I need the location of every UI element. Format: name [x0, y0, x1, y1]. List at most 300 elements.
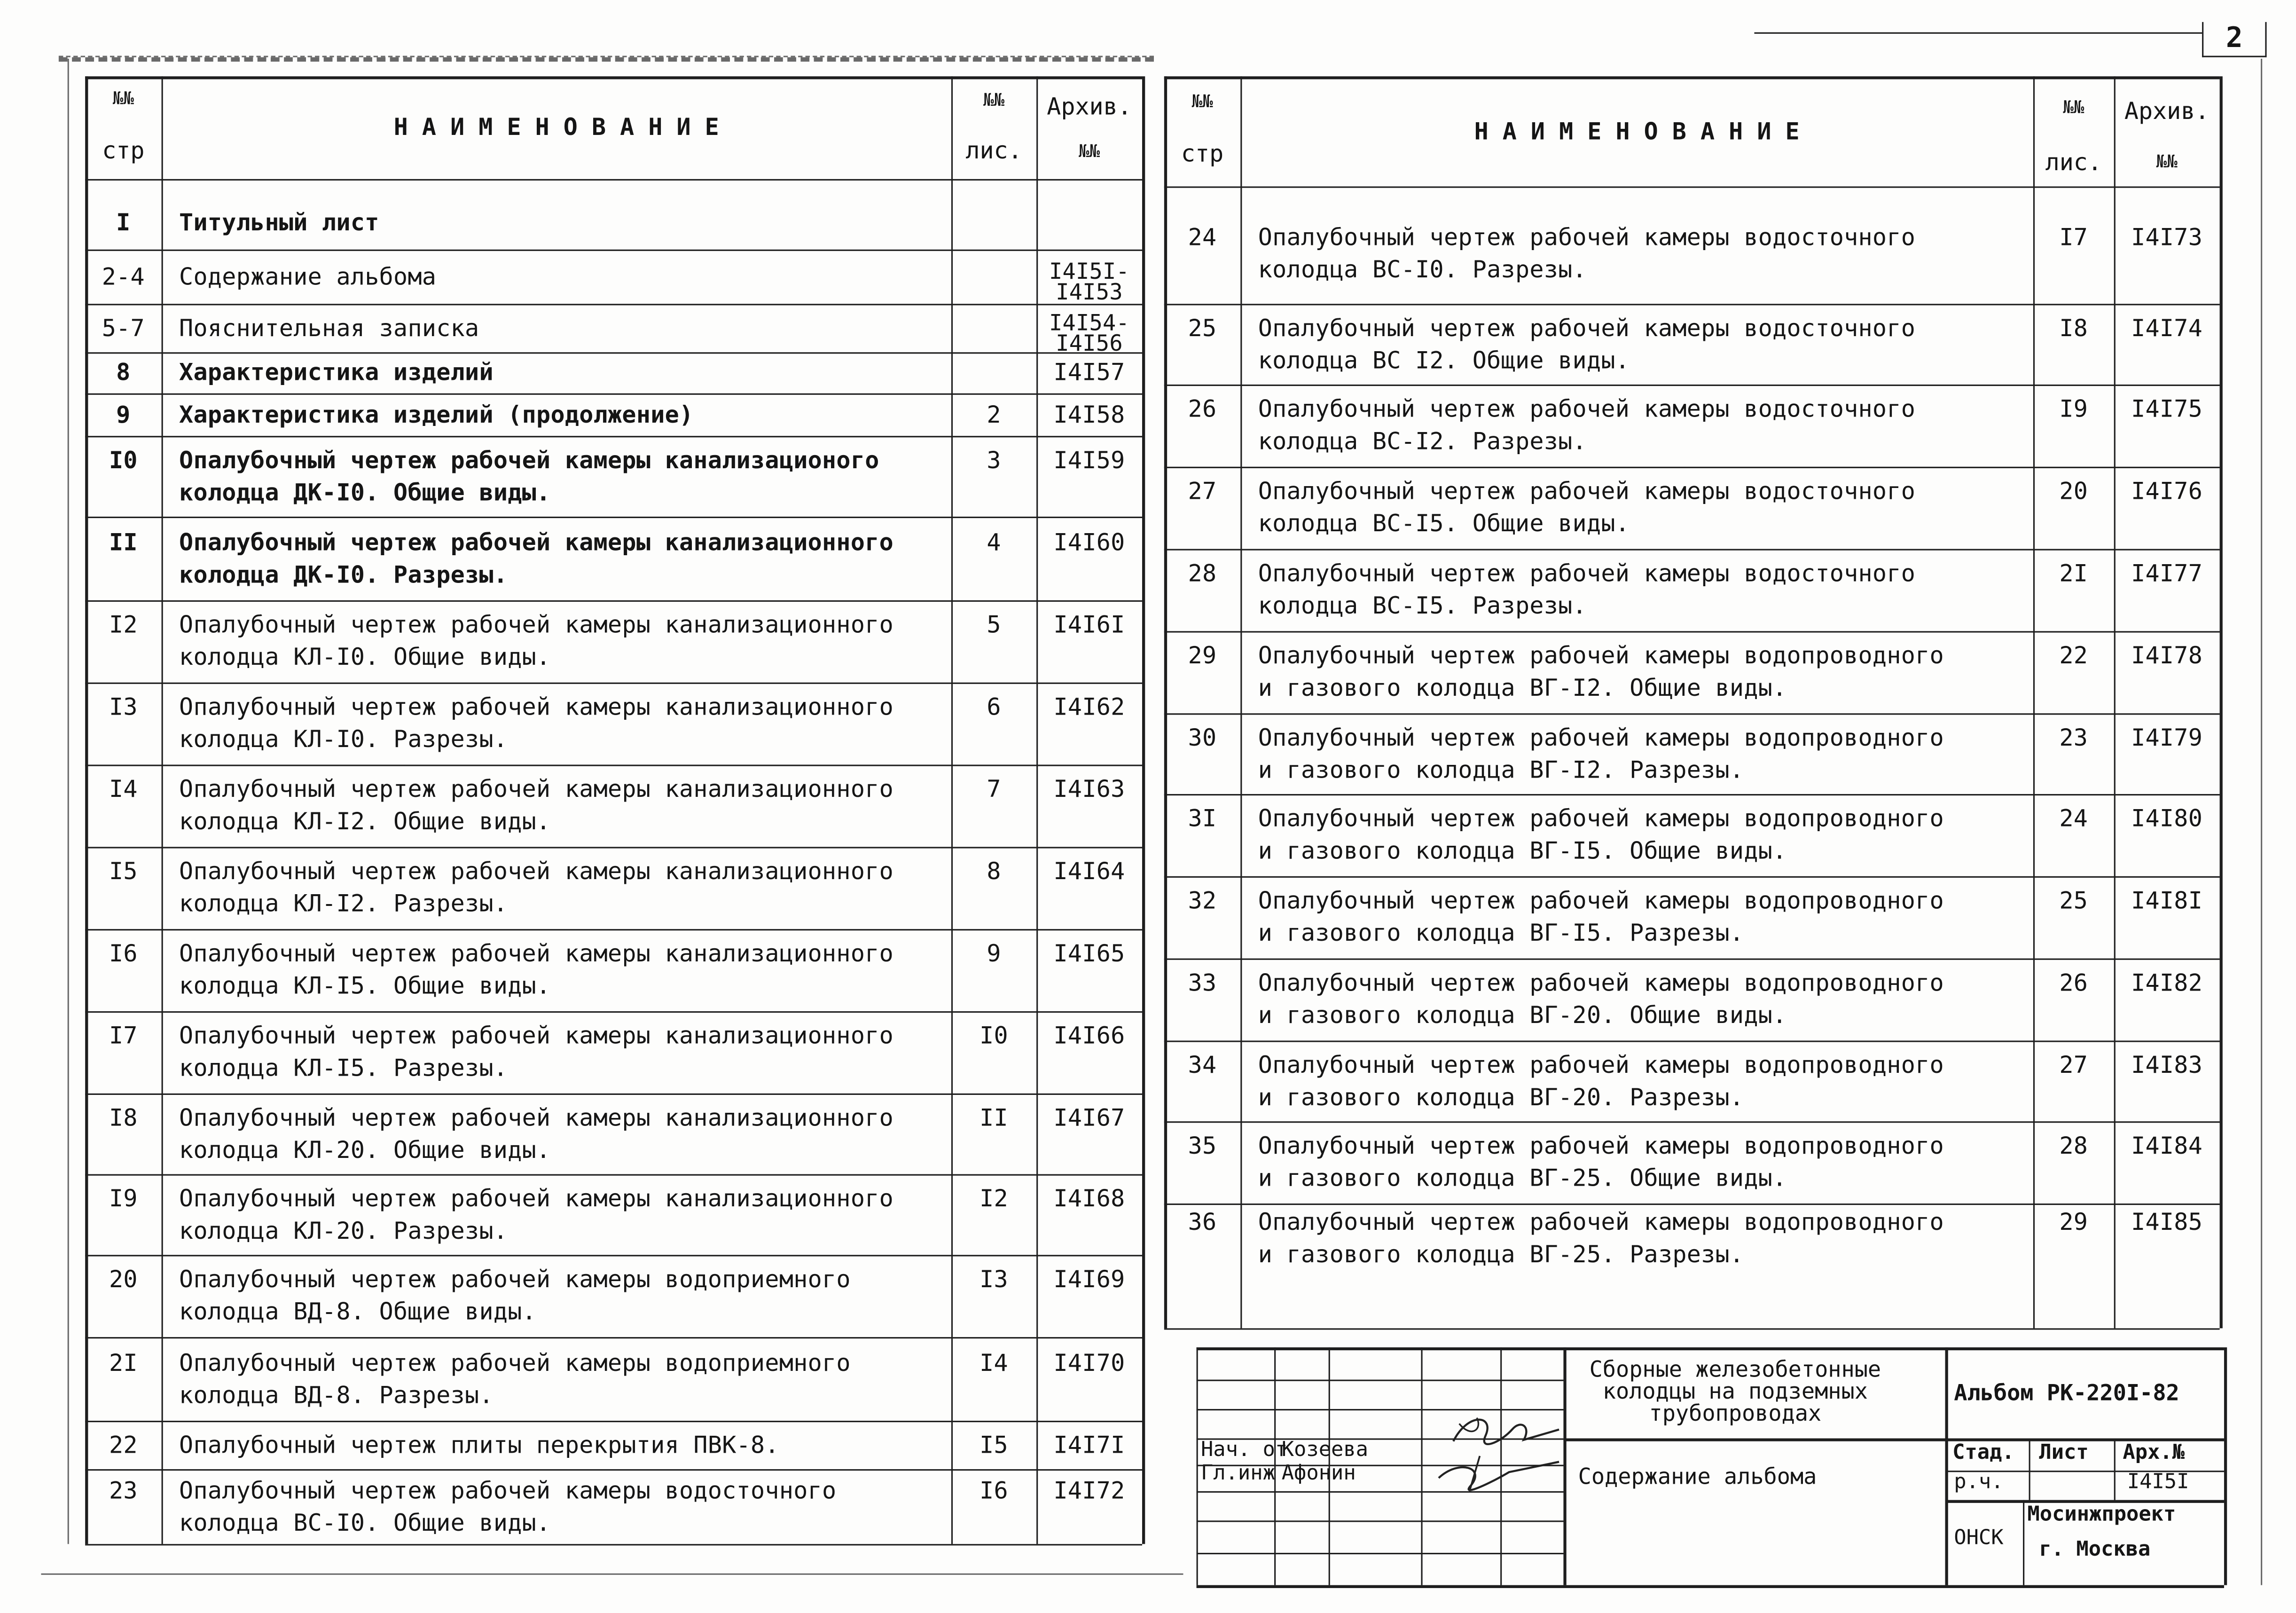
sheet-number-text: 2 [987, 400, 1001, 428]
rule-line [1563, 1438, 2224, 1441]
page-number-cell [85, 436, 161, 517]
archive-number-text: I4I62 [1053, 692, 1125, 721]
page-number-text: I6 [109, 939, 138, 968]
sheet-number-text: 29 [2059, 1208, 2088, 1236]
rule-line [1197, 1438, 1564, 1440]
rule-line [1500, 1347, 1502, 1585]
item-name-text: Опалубочный чертеж рабочей камеры водопроводного [1258, 804, 1944, 833]
sheet-number-text: I7 [2059, 223, 2088, 251]
rule-line [2023, 1500, 2024, 1585]
rule-line [1197, 1520, 1564, 1522]
table-row [1164, 959, 2220, 1041]
item-name-text: колодца КЛ-20. Общие виды. [179, 1135, 551, 1164]
archive-label: Арх.№ [2123, 1441, 2185, 1465]
archive-number-text: I4I69 [1053, 1265, 1125, 1293]
page-number-cell [1164, 186, 1240, 304]
archive-number-text: I4I6I [1053, 610, 1125, 639]
sheet-number-cell [2033, 385, 2114, 467]
table-row [85, 352, 1142, 393]
page-number-cell [1164, 713, 1240, 794]
page-number-text: 5-7 [102, 313, 145, 341]
table-row [85, 179, 1142, 250]
sheet-number-cell [951, 1011, 1036, 1094]
item-name-text: колодца КЛ-I2. Разрезы. [179, 889, 508, 918]
page-number-cell [85, 1469, 161, 1544]
rule-line [1197, 1491, 1564, 1493]
item-name-cell [162, 1469, 951, 1544]
item-name-cell [1240, 631, 2033, 713]
item-name-text: Опалубочный чертеж рабочей камеры водопроводного [1258, 641, 1944, 669]
archive-number-cell [1036, 436, 1142, 517]
archive-number-text: I4I73 [2131, 223, 2203, 251]
page-number-text: 28 [1188, 559, 1217, 587]
item-name-text: Опалубочный чертеж рабочей камеры водопроводного [1258, 968, 1944, 997]
page-number-cell [85, 1255, 161, 1337]
item-name-text: колодца ВС-I5. Общие виды. [1258, 509, 1630, 537]
archive-number-text: I4I83 [2131, 1050, 2203, 1078]
archive-number-cell [2114, 1121, 2220, 1204]
item-name-text: Опалубочный чертеж рабочей камеры канализационного [179, 527, 894, 556]
table-row [85, 1174, 1142, 1255]
rule-line [1197, 1553, 1564, 1554]
archive-number-cell [1036, 393, 1142, 436]
rule-line [2220, 76, 2223, 1328]
page-number-text: 2I [109, 1348, 138, 1376]
sheet-number-cell [951, 847, 1036, 929]
table-row [85, 847, 1142, 929]
archive-number-text: I4I80 [2131, 804, 2203, 833]
organization-name: Мосинжпроект [2027, 1503, 2176, 1526]
page-number-cell [85, 179, 161, 250]
archive-number-cell [1036, 1094, 1142, 1174]
archive-number-cell [1036, 517, 1142, 600]
sheet-number-text: 2I [2059, 559, 2088, 587]
sheet-number-cell [951, 765, 1036, 847]
sheet-number-text: 20 [2059, 477, 2088, 505]
sheet-title: Содержание альбома [1578, 1463, 1817, 1490]
page-number-text: 23 [109, 1476, 138, 1504]
rule-line [1274, 1347, 1276, 1585]
sheet-number-cell [951, 1469, 1036, 1544]
item-name-text: и газового колодца ВГ-I2. Общие виды. [1258, 673, 1787, 702]
sheet-label: Лист [2039, 1441, 2089, 1465]
page-number-text: I3 [109, 692, 138, 721]
table-row [1164, 1121, 2220, 1204]
archive-number-text: I4I64 [1053, 857, 1125, 885]
archive-number-cell [1036, 1011, 1142, 1094]
sheet-number-cell [2033, 186, 2114, 304]
rule-line [2029, 1438, 2030, 1500]
archive-number-text: I4I54- [1049, 309, 1130, 336]
sheet-number-text: 7 [987, 775, 1001, 803]
rule-line [1197, 1409, 1564, 1410]
page-number-text: 29 [1188, 641, 1217, 669]
sheet-number-text: 4 [987, 527, 1001, 556]
page-number-text: I2 [109, 610, 138, 639]
rule-line [2224, 1347, 2227, 1585]
archive-number-cell [2114, 467, 2220, 549]
item-name-cell [162, 436, 951, 517]
frame-left-line [68, 59, 69, 1544]
header-archive-label: Архив. [1047, 92, 1132, 120]
header-page-no: №№ [112, 88, 134, 109]
page-number-text: 26 [1188, 394, 1217, 423]
header-sheet-no: №№ [983, 89, 1005, 110]
sheet-number-text: I8 [2059, 313, 2088, 341]
item-name-cell [1240, 385, 2033, 467]
archive-number-text: I4I70 [1053, 1348, 1125, 1376]
item-name-text: Опалубочный чертеж рабочей камеры водосточного [179, 1476, 837, 1504]
rule-line [1945, 1471, 2224, 1472]
sheet-number-cell [2033, 1040, 2114, 1121]
sheet-number-text: 25 [2059, 886, 2088, 914]
sheet-number-cell [2033, 1204, 2114, 1328]
organization-city: г. Москва [2039, 1538, 2151, 1562]
sheet-number-cell [951, 304, 1036, 352]
page-number-cell [1164, 467, 1240, 549]
table-row [1164, 304, 2220, 385]
rule-line [1164, 1328, 2220, 1330]
page-number-cell [85, 517, 161, 600]
sheet-number-cell [951, 600, 1036, 683]
item-name-cell [162, 352, 951, 393]
page-number-text: 24 [1188, 223, 1217, 251]
archive-number: I4I5I [2127, 1471, 2189, 1495]
archive-number-cell [2114, 713, 2220, 794]
item-name-cell [1240, 304, 2033, 385]
archive-number-text: I4I77 [2131, 559, 2203, 587]
rule-line [1421, 1347, 1422, 1585]
page-number-cell [85, 304, 161, 352]
table-row [85, 517, 1142, 600]
rule-line [2114, 1438, 2116, 1500]
item-name-text: Опалубочный чертеж рабочей камеры водосточного [1258, 477, 1916, 505]
header-archive-label: Архив. [2124, 97, 2210, 125]
sheet-number-text: 9 [987, 939, 1001, 968]
stage-value: р.ч. [1954, 1471, 2004, 1495]
page-number-cell [85, 600, 161, 683]
signature-role-1: Нач. от [1200, 1438, 1288, 1462]
header-page-no: №№ [1191, 91, 1213, 112]
sheet-number-cell [951, 250, 1036, 304]
item-name-text: Опалубочный чертеж рабочей камеры канализационного [179, 1021, 894, 1050]
item-name-text: колодца ДК-I0. Разрезы. [179, 560, 508, 588]
item-name-text: и газового колодца ВГ-I5. Общие виды. [1258, 836, 1787, 865]
item-name-text: колодца ВД-8. Общие виды. [179, 1297, 537, 1326]
archive-number-cell [1036, 352, 1142, 393]
item-name-cell [162, 517, 951, 600]
item-name-text: и газового колодца ВГ-I2. Разрезы. [1258, 755, 1744, 783]
item-name-text: и газового колодца ВГ-I5. Разрезы. [1258, 919, 1744, 947]
table-row [85, 1011, 1142, 1094]
item-name-cell [162, 393, 951, 436]
sheet-number-text: 27 [2059, 1050, 2088, 1078]
page-number-cell [85, 1094, 161, 1174]
archive-number-text: I4I5I- [1049, 257, 1130, 284]
item-name-cell [162, 765, 951, 847]
table-row [1164, 876, 2220, 959]
archive-number-cell [2114, 186, 2220, 304]
table-row [85, 600, 1142, 683]
item-name-text: Опалубочный чертеж рабочей камеры водосточного [1258, 559, 1916, 587]
sheet-number-text: I9 [2059, 394, 2088, 423]
header-sheet-label: лис. [965, 136, 1022, 165]
stage-label: Стад. [1952, 1441, 2014, 1465]
sheet-number-cell [951, 436, 1036, 517]
item-name-text: колодца ВС-I0. Разрезы. [1258, 255, 1587, 283]
page-number: 2 [2202, 22, 2266, 57]
archive-number-text: I4I74 [2131, 313, 2203, 341]
sheet-number-cell [2033, 1121, 2114, 1204]
page-number-text: 35 [1188, 1132, 1217, 1160]
item-name-cell [1240, 549, 2033, 631]
sheet-number-cell [951, 1255, 1036, 1337]
rule-line [1945, 1500, 2224, 1503]
header-archive-no: №№ [2156, 151, 2178, 172]
page-number-cell [85, 847, 161, 929]
archive-number-text: I4I67 [1053, 1103, 1125, 1131]
page-number-text: 25 [1188, 313, 1217, 341]
sheet-number-cell [2033, 467, 2114, 549]
table-row [85, 683, 1142, 765]
page-number-cell [85, 352, 161, 393]
page-number-cell [85, 1337, 161, 1421]
archive-number-cell [2114, 876, 2220, 959]
page-number-cell [1164, 631, 1240, 713]
sheet-number-cell [951, 929, 1036, 1011]
signature-mark-4 [1470, 1456, 1480, 1491]
table-row [1164, 713, 2220, 794]
page-number-cell [1164, 1040, 1240, 1121]
archive-number-text: I4I75 [2131, 394, 2203, 423]
item-name-text: Опалубочный чертеж рабочей камеры водопроводного [1258, 886, 1944, 914]
frame-top-right-line [1754, 32, 2202, 34]
page-number-text: 34 [1188, 1050, 1217, 1078]
sheet-number-text: 22 [2059, 641, 2088, 669]
sheet-number-cell [951, 1337, 1036, 1421]
archive-number-cell [1036, 250, 1142, 304]
item-name-text: колодца КЛ-20. Разрезы. [179, 1216, 508, 1244]
item-name-text: Опалубочный чертеж рабочей камеры водосточного [1258, 313, 1916, 341]
project-title-line: колодцы на подземных [1602, 1378, 1868, 1405]
item-name-cell [1240, 713, 2033, 794]
header-name: Н А И М Е Н О В А Н И Е [393, 113, 719, 141]
archive-number-text: I4I60 [1053, 527, 1125, 556]
archive-number-cell [2114, 549, 2220, 631]
header-name: Н А И М Е Н О В А Н И Е [1474, 117, 1800, 146]
page-number-text: 20 [109, 1265, 138, 1293]
table-row [85, 1337, 1142, 1421]
archive-number-text: I4I7I [1053, 1430, 1125, 1458]
item-name-text: Опалубочный чертеж рабочей камеры водосточного [1258, 223, 1916, 251]
archive-number-cell [1036, 1469, 1142, 1544]
page-number-cell [85, 393, 161, 436]
table-row [85, 304, 1142, 356]
sheet-number-cell [2033, 631, 2114, 713]
item-name-text: Опалубочный чертеж рабочей камеры канализационного [179, 610, 894, 639]
item-name-cell [162, 1421, 951, 1469]
page-number-text: I5 [109, 857, 138, 885]
project-title-line: трубопроводах [1649, 1400, 1822, 1427]
item-name-text: Опалубочный чертеж плиты перекрытия ПВК-8. [179, 1430, 779, 1458]
sheet-number-text: I3 [980, 1265, 1008, 1293]
item-name-cell [1240, 959, 2033, 1041]
archive-number-text: I4I59 [1053, 445, 1125, 473]
item-name-text: колодца КЛ-I5. Разрезы. [179, 1054, 508, 1082]
archive-number-text: I4I85 [2131, 1208, 2203, 1236]
table-row [85, 765, 1142, 847]
rule-line [1197, 1347, 1198, 1585]
item-name-text: Характеристика изделий (продолжение) [179, 400, 694, 428]
archive-number-cell [2114, 1040, 2220, 1121]
page-number-cell [1164, 304, 1240, 385]
header-archive-no: №№ [1078, 141, 1100, 162]
header-sheet-no: №№ [2063, 97, 2084, 118]
sheet-number-cell [951, 393, 1036, 436]
rule-line [1142, 76, 1145, 1544]
sheet-number-cell [2033, 713, 2114, 794]
archive-number-cell [1036, 1421, 1142, 1469]
item-name-text: Опалубочный чертеж рабочей камеры водопроводного [1258, 1208, 1944, 1236]
table-row [1164, 1204, 2220, 1328]
item-name-cell [1240, 876, 2033, 959]
archive-number-cell [2114, 304, 2220, 385]
item-name-cell [162, 1337, 951, 1421]
archive-number-cell [1036, 1174, 1142, 1255]
item-name-cell [162, 1255, 951, 1337]
page-number-cell [1164, 794, 1240, 876]
sheet-number-text: I4 [980, 1348, 1008, 1376]
page-number-cell [85, 765, 161, 847]
item-name-text: и газового колодца ВГ-20. Разрезы. [1258, 1082, 1744, 1110]
page-number-text: 27 [1188, 477, 1217, 505]
archive-number-text: I4I82 [2131, 968, 2203, 997]
table-row [85, 1094, 1142, 1174]
item-name-text: колодца КЛ-I0. Разрезы. [179, 725, 508, 753]
archive-number-cell [2114, 631, 2220, 713]
table-row [85, 1421, 1142, 1469]
table-row [1164, 631, 2220, 713]
archive-number-cell [2114, 1204, 2220, 1328]
sheet-number-text: 26 [2059, 968, 2088, 997]
page-number-text: I4 [109, 775, 138, 803]
archive-number-text: I4I72 [1053, 1476, 1125, 1504]
sheet-number-cell [2033, 876, 2114, 959]
item-name-text: Опалубочный чертеж рабочей камеры водоприемного [179, 1348, 851, 1376]
item-name-text: колодца КЛ-I0. Общие виды. [179, 643, 551, 671]
page-number-cell [85, 929, 161, 1011]
table-row [1164, 385, 2220, 467]
archive-number-cell [2114, 794, 2220, 876]
archive-number-cell [1036, 683, 1142, 765]
item-name-cell [1240, 186, 2033, 304]
rule-line [1563, 1347, 1566, 1585]
table-row [85, 1255, 1142, 1337]
item-name-cell [162, 683, 951, 765]
rule-line [1197, 1380, 1564, 1381]
sheet-number-cell [951, 1094, 1036, 1174]
sheet-number-cell [2033, 549, 2114, 631]
page-number-text: II [109, 527, 138, 556]
rule-line [1197, 1347, 2224, 1350]
sheet-number-text: I0 [980, 1021, 1008, 1050]
sheet-number-text: I5 [980, 1430, 1008, 1458]
sheet-number-cell [2033, 304, 2114, 385]
handwritten-signatures [1427, 1397, 1567, 1512]
item-name-text: Опалубочный чертеж рабочей камеры канализационного [179, 1183, 894, 1212]
page-number-text: I0 [109, 445, 138, 473]
table-row [85, 929, 1142, 1011]
sheet-number-cell [951, 179, 1036, 250]
archive-number-cell [1036, 1337, 1142, 1421]
archive-number-cell [2114, 959, 2220, 1041]
item-name-text: колодца ДК-I0. Общие виды. [179, 478, 551, 506]
item-name-text: и газового колодца ВГ-25. Разрезы. [1258, 1240, 1744, 1268]
item-name-cell [162, 179, 951, 250]
page-number-cell [85, 1421, 161, 1469]
rule-line [1329, 1347, 1330, 1585]
page-number-text: 33 [1188, 968, 1217, 997]
rule-line [85, 1544, 1142, 1545]
item-name-cell [1240, 1204, 2033, 1328]
archive-number-text: I4I78 [2131, 641, 2203, 669]
page-number-text: 30 [1188, 723, 1217, 751]
sheet-number-cell [951, 683, 1036, 765]
item-name-cell [162, 1094, 951, 1174]
table-row [1164, 794, 2220, 876]
item-name-text: Опалубочный чертеж рабочей камеры водоприемного [179, 1265, 851, 1293]
signature-name-1: Козеева [1281, 1438, 1369, 1462]
archive-number-cell [1036, 847, 1142, 929]
page-number-cell [1164, 1121, 1240, 1204]
item-name-text: Опалубочный чертеж рабочей камеры канализационого [179, 445, 879, 473]
sheet-number-text: 6 [987, 692, 1001, 721]
sheet-number-cell [951, 1421, 1036, 1469]
sheet-number-text: 3 [987, 445, 1001, 473]
archive-number-text: I4I57 [1053, 358, 1125, 386]
item-name-text: Опалубочный чертеж рабочей камеры канализационного [179, 939, 894, 968]
archive-number-text: I4I76 [2131, 477, 2203, 505]
archive-number-text: I4I8I [2131, 886, 2203, 914]
archive-number-cell [1036, 1255, 1142, 1337]
item-name-text: колодца ВС-I2. Разрезы. [1258, 427, 1587, 455]
archive-number-text: I4I84 [2131, 1132, 2203, 1160]
rule-line [1945, 1347, 1948, 1585]
item-name-cell [1240, 794, 2033, 876]
item-name-cell [162, 1011, 951, 1094]
sheet-number-text: I6 [980, 1476, 1008, 1504]
page-number-text: I [116, 208, 131, 236]
item-name-cell [1240, 467, 2033, 549]
archive-number-cell [1036, 304, 1142, 356]
archive-number-cell [1036, 929, 1142, 1011]
archive-number-text: I4I58 [1053, 400, 1125, 428]
item-name-text: Опалубочный чертеж рабочей камеры водопроводного [1258, 1050, 1944, 1078]
archive-number-cell [1036, 765, 1142, 847]
item-name-text: Опалубочный чертеж рабочей камеры канализационного [179, 692, 894, 721]
page-number-cell [85, 683, 161, 765]
table-row [85, 250, 1142, 304]
item-name-text: и газового колодца ВГ-20. Общие виды. [1258, 1001, 1787, 1029]
page-number-cell [1164, 385, 1240, 467]
page-number-cell [85, 250, 161, 304]
sheet-number-cell [2033, 959, 2114, 1041]
sheet-number-cell [951, 1174, 1036, 1255]
item-name-text: Опалубочный чертеж рабочей камеры водопроводного [1258, 1132, 1944, 1160]
header-sheet-label: лис. [2045, 148, 2102, 176]
item-name-text: Опалубочный чертеж рабочей камеры водосточного [1258, 394, 1916, 423]
frame-bottom-line [41, 1574, 1183, 1575]
